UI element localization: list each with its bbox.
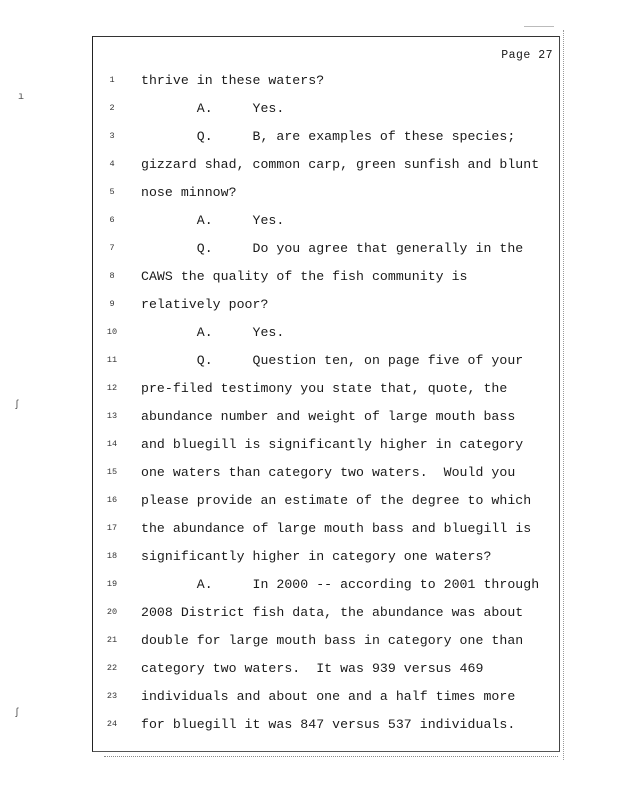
line-text: 2008 District fish data, the abundance was about bbox=[141, 605, 524, 620]
line-text: please provide an estimate of the degree to which bbox=[141, 493, 532, 508]
line-number: 17 bbox=[106, 523, 118, 533]
transcript-line bbox=[93, 521, 561, 545]
line-text: A. Yes. bbox=[141, 325, 285, 340]
line-text: individuals and about one and a half times more bbox=[141, 689, 516, 704]
transcript-line bbox=[93, 269, 561, 293]
line-text: relatively poor? bbox=[141, 297, 269, 312]
transcript-line bbox=[93, 353, 561, 377]
line-text: CAWS the quality of the fish community is bbox=[141, 269, 468, 284]
margin-mark: ı bbox=[18, 92, 25, 103]
transcript-line bbox=[93, 325, 561, 349]
line-number: 20 bbox=[106, 607, 118, 617]
line-number: 21 bbox=[106, 635, 118, 645]
scan-artifact-bottom-line bbox=[104, 756, 558, 757]
transcript-line bbox=[93, 465, 561, 489]
line-number: 2 bbox=[109, 103, 115, 113]
line-number: 8 bbox=[109, 271, 115, 281]
line-number: 10 bbox=[106, 327, 118, 337]
line-text: pre-filed testimony you state that, quote, the bbox=[141, 381, 508, 396]
transcript-page bbox=[92, 36, 560, 752]
scan-artifact-line bbox=[524, 26, 554, 27]
line-text: category two waters. It was 939 versus 469 bbox=[141, 661, 484, 676]
line-text: nose minnow? bbox=[141, 185, 237, 200]
line-number: 5 bbox=[109, 187, 115, 197]
line-text: Q. Question ten, on page five of your bbox=[141, 353, 524, 368]
transcript-line bbox=[93, 493, 561, 517]
margin-mark: ʃ bbox=[14, 400, 21, 411]
transcript-line bbox=[93, 297, 561, 321]
transcript-line bbox=[93, 437, 561, 461]
line-text: abundance number and weight of large mouth bass bbox=[141, 409, 516, 424]
line-text: for bluegill it was 847 versus 537 individuals. bbox=[141, 717, 516, 732]
line-text: gizzard shad, common carp, green sunfish and blunt bbox=[141, 157, 540, 172]
transcript-line bbox=[93, 409, 561, 433]
transcript-line bbox=[93, 213, 561, 237]
line-number: 11 bbox=[106, 355, 118, 365]
line-number: 24 bbox=[106, 719, 118, 729]
line-text: double for large mouth bass in category one than bbox=[141, 633, 524, 648]
transcript-line bbox=[93, 381, 561, 405]
transcript-line bbox=[93, 73, 561, 97]
line-text: and bluegill is significantly higher in category bbox=[141, 437, 524, 452]
line-text: A. In 2000 -- according to 2001 through bbox=[141, 577, 540, 592]
transcript-line bbox=[93, 661, 561, 685]
scan-artifact-right-edge bbox=[563, 30, 564, 760]
line-text: A. Yes. bbox=[141, 213, 285, 228]
line-number: 16 bbox=[106, 495, 118, 505]
line-number: 12 bbox=[106, 383, 118, 393]
line-text: A. Yes. bbox=[141, 101, 285, 116]
transcript-line bbox=[93, 577, 561, 601]
line-number: 7 bbox=[109, 243, 115, 253]
transcript-line bbox=[93, 549, 561, 573]
page-number: Page 27 bbox=[501, 49, 553, 62]
transcript-line bbox=[93, 185, 561, 209]
line-number: 4 bbox=[109, 159, 115, 169]
line-number: 6 bbox=[109, 215, 115, 225]
transcript-line bbox=[93, 129, 561, 153]
transcript-line bbox=[93, 241, 561, 265]
line-text: Q. Do you agree that generally in the bbox=[141, 241, 524, 256]
line-number: 22 bbox=[106, 663, 118, 673]
transcript-line bbox=[93, 101, 561, 125]
line-number: 9 bbox=[109, 299, 115, 309]
line-number: 14 bbox=[106, 439, 118, 449]
transcript-line bbox=[93, 157, 561, 181]
line-number: 15 bbox=[106, 467, 118, 477]
line-text: Q. B, are examples of these species; bbox=[141, 129, 516, 144]
margin-mark: ʃ bbox=[14, 708, 21, 719]
transcript-line bbox=[93, 689, 561, 713]
line-text: thrive in these waters? bbox=[141, 73, 325, 88]
transcript-line bbox=[93, 717, 561, 741]
line-text: significantly higher in category one waters? bbox=[141, 549, 492, 564]
line-number: 18 bbox=[106, 551, 118, 561]
line-number: 3 bbox=[109, 131, 115, 141]
transcript-line bbox=[93, 605, 561, 629]
transcript-line bbox=[93, 633, 561, 657]
line-number: 19 bbox=[106, 579, 118, 589]
line-number: 13 bbox=[106, 411, 118, 421]
line-number: 23 bbox=[106, 691, 118, 701]
line-text: the abundance of large mouth bass and bluegill is bbox=[141, 521, 532, 536]
line-number: 1 bbox=[109, 75, 115, 85]
line-text: one waters than category two waters. Would you bbox=[141, 465, 516, 480]
